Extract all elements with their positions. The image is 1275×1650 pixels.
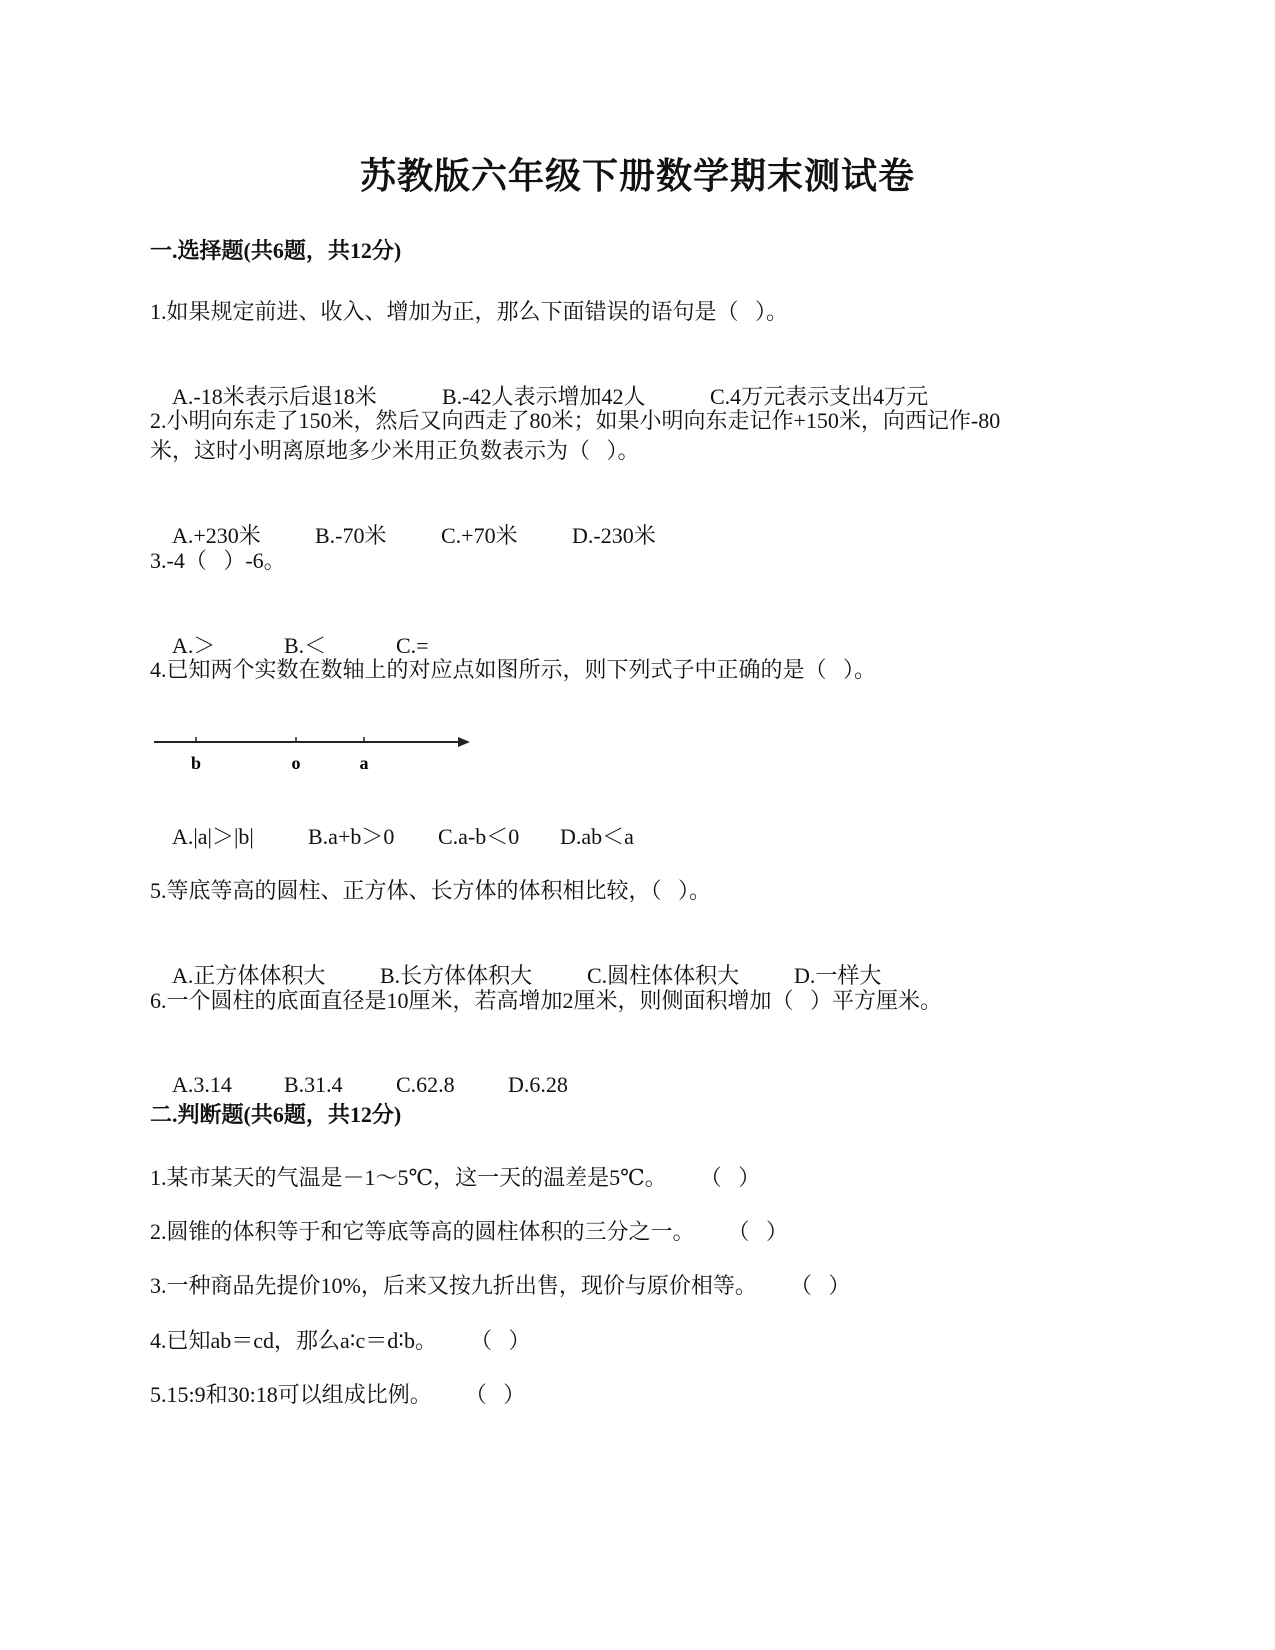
- q4-option-c: C.a-b＜0: [438, 824, 520, 849]
- question-2-line-1: 2.小明向东走了150米，然后又向西走了80米；如果小明向东走记作+150米，向西记作-80: [150, 408, 1001, 433]
- page-title: 苏教版六年级下册数学期末测试卷: [359, 156, 915, 196]
- q3-option-a: A.＞: [172, 633, 216, 658]
- judgement-item: 4.已知ab＝cd，那么a∶c＝d∶b。 （ ）: [150, 1328, 531, 1353]
- axis-label-b: b: [190, 753, 202, 773]
- section-heading-choice: 一.选择题(共6题，共12分): [150, 238, 402, 263]
- q6-option-b: B.31.4: [284, 1072, 343, 1097]
- question-6: 6.一个圆柱的底面直径是10厘米，若高增加2厘米，则侧面积增加（ ）平方厘米。: [150, 988, 943, 1013]
- question-2-line-2: 米，这时小明离原地多少米用正负数表示为（ ）。: [150, 438, 640, 463]
- question-5: 5.等底等高的圆柱、正方体、长方体的体积相比较，（ ）。: [150, 878, 712, 903]
- q2-option-a: A.+230米: [172, 523, 261, 548]
- axis-label-a: a: [359, 753, 369, 773]
- question-4-options: [150, 792, 634, 882]
- section-heading-judgement: 二.判断题(共6题，共12分): [150, 1102, 402, 1127]
- number-line-figure: [152, 736, 472, 786]
- axis-label-o: o: [291, 753, 301, 773]
- question-1: 1.如果规定前进、收入、增加为正，那么下面错误的语句是（ ）。: [150, 299, 789, 324]
- q5-option-d: D.一样大: [794, 963, 882, 988]
- q4-option-b: B.a+b＞0: [308, 824, 395, 849]
- q1-option-c: C.4万元表示支出4万元: [710, 384, 929, 409]
- judgement-item: 5.15:9和30:18可以组成比例。 （ ）: [150, 1382, 526, 1407]
- q1-option-a: A.-18米表示后退18米: [172, 384, 377, 409]
- q4-option-a: A.|a|＞|b|: [172, 824, 254, 849]
- q2-option-b: B.-70米: [315, 523, 387, 548]
- question-3: 3.-4（ ）-6。: [150, 548, 286, 573]
- judgement-item: 1.某市某天的气温是－1～5℃，这一天的温差是5℃。 （ ）: [150, 1165, 761, 1190]
- q2-option-d: D.-230米: [572, 523, 656, 548]
- q6-option-c: C.62.8: [396, 1072, 455, 1097]
- q6-option-d: D.6.28: [508, 1072, 568, 1097]
- q4-option-d: D.ab＜a: [560, 824, 634, 849]
- q5-option-c: C.圆柱体体积大: [587, 963, 740, 988]
- q3-option-b: B.＜: [284, 633, 327, 658]
- q3-option-c: C.=: [396, 633, 429, 658]
- question-4: 4.已知两个实数在数轴上的对应点如图所示，则下列式子中正确的是（ ）。: [150, 657, 877, 682]
- judgement-item: 3.一种商品先提价10%，后来又按九折出售，现价与原价相等。 （ ）: [150, 1273, 851, 1298]
- q5-option-a: A.正方体体积大: [172, 963, 326, 988]
- q1-option-b: B.-42人表示增加42人: [442, 384, 646, 409]
- q6-option-a: A.3.14: [172, 1072, 232, 1097]
- q5-option-b: B.长方体体积大: [380, 963, 533, 988]
- q2-option-c: C.+70米: [441, 523, 518, 548]
- arrow-head-icon: [458, 737, 470, 747]
- judgement-item: 2.圆锥的体积等于和它等底等高的圆柱体积的三分之一。 （ ）: [150, 1219, 789, 1244]
